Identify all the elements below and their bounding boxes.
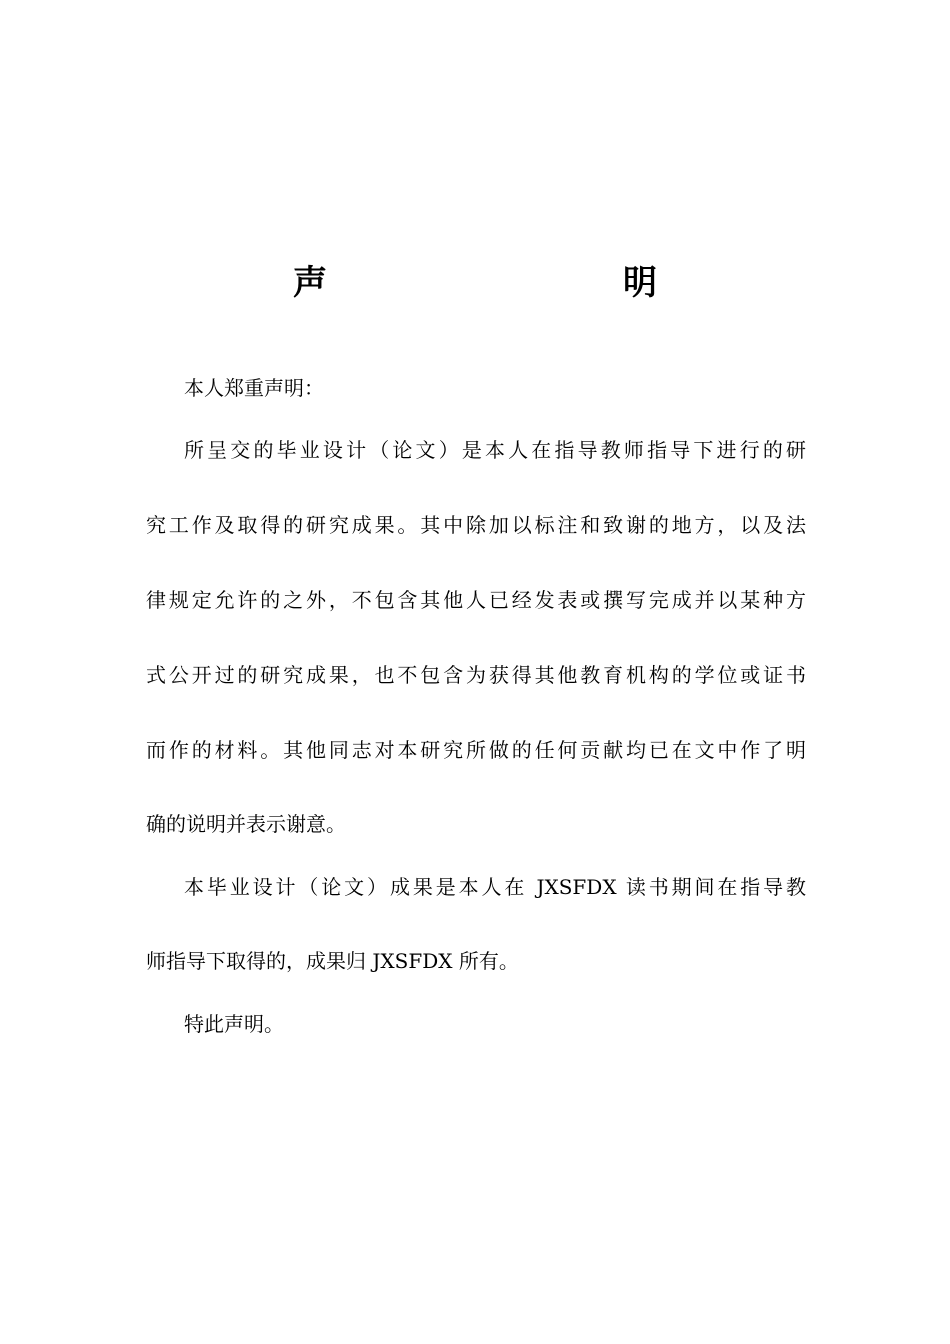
page-title: 声 明 <box>293 263 733 303</box>
closing-line: 特此声明。 <box>184 1012 284 1036</box>
body-line-1: 所呈交的毕业设计（论文）是本人在指导教师指导下进行的研 <box>184 438 806 462</box>
intro-line: 本人郑重声明： <box>184 376 324 400</box>
ownership-line-2: 师指导下取得的，成果归 JXSFDX 所有。 <box>146 949 519 973</box>
body-line-3: 律规定允许的之外，不包含其他人已经发表或撰写完成并以某种方 <box>146 588 806 612</box>
body-line-2: 究工作及取得的研究成果。其中除加以标注和致谢的地方，以及法 <box>146 513 806 537</box>
body-line-5: 而作的材料。其他同志对本研究所做的任何贡献均已在文中作了明 <box>146 738 806 762</box>
ownership-line-1: 本毕业设计（论文）成果是本人在 JXSFDX 读书期间在指导教 <box>184 875 806 899</box>
body-line-4: 式公开过的研究成果，也不包含为获得其他教育机构的学位或证书 <box>146 663 806 687</box>
body-line-6: 确的说明并表示谢意。 <box>146 812 346 836</box>
